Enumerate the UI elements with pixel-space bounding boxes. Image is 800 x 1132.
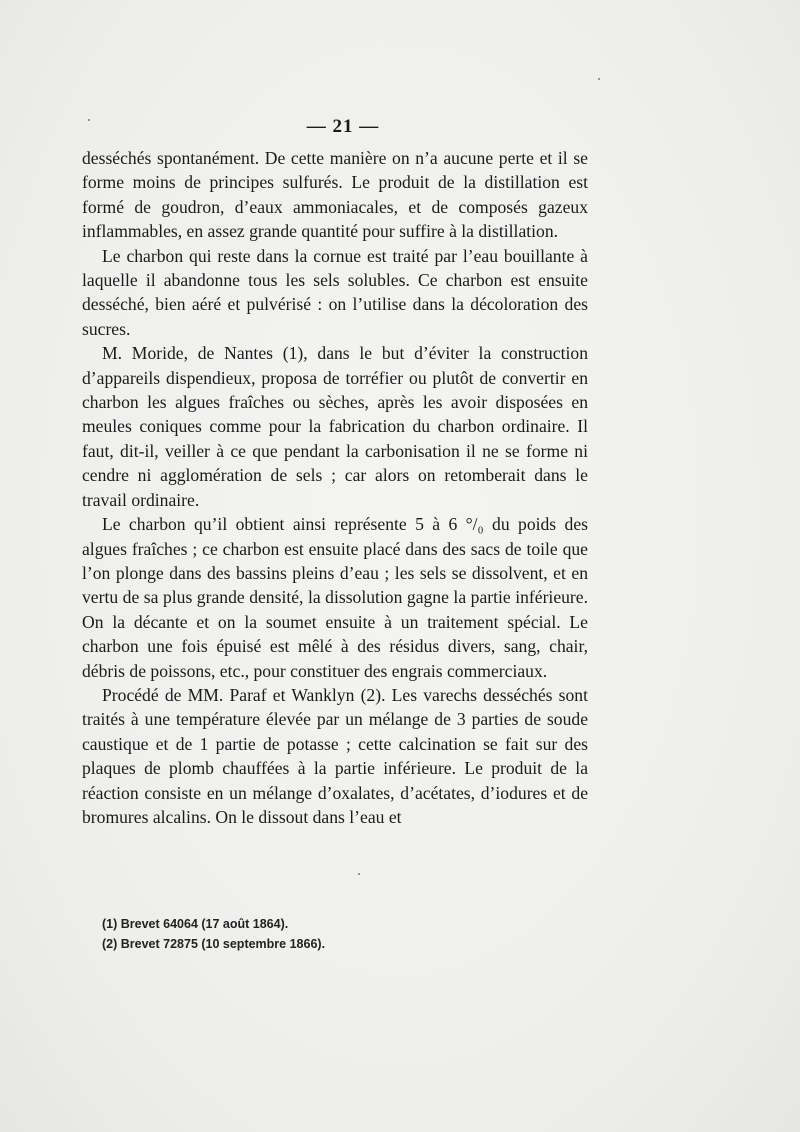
footnotes <box>102 914 582 954</box>
page-number: — 21 — <box>306 116 380 137</box>
paragraph-moride: M. Moride, de Nantes (1), dans le but d’éviter la construction d’appareils dispendieux, proposa de torréfier ou plutôt de convertir en charbon les algues fraîches ou sèches, après les avoir disposées en meules coniques comme pour la fabrication du charbon ordinaire. Il faut, dit-il, veiller à ce que pendant la carbonisation il ne se forme ni cendre ni agglomération de sels ; car alors on retomberait dans le travail ordinaire. <box>82 343 588 510</box>
paragraph-continuation: desséchés spontanément. De cette manière on n’a aucune perte et il se forme moins de principes sulfurés. Le produit de la distillation est formé de goudron, d’eaux ammoniacales, et de composés gazeux inflammables, en assez grande quantité pour suffire à la distillation. <box>82 148 588 242</box>
paragraph-paraf-wanklyn: Procédé de MM. Paraf et Wanklyn (2). Les varechs desséchés sont traités à une température élevée par un mélange de 3 parties de soude caustique et de 1 partie de potasse ; cette calcination se fait sur des plaques de plomb chauffées à la partie inférieure. Le produit de la réaction consiste en un mélange d’oxalates, d’acétates, d’iodures et de bromures alcalins. On le dissout dans l’eau et <box>82 684 588 827</box>
scan-speck <box>598 78 600 80</box>
footnote-2: (2) Brevet 72875 (10 septembre 1866). <box>102 937 326 951</box>
footnote-1: (1) Brevet 64064 (17 août 1864). <box>102 917 289 931</box>
body-text <box>82 146 588 829</box>
scan-speck <box>358 873 360 875</box>
paragraph-charbon-cornue: Le charbon qui reste dans la cornue est traité par l’eau bouillante à laquelle il abandonne tous les sels solubles. Ce charbon est ensuite desséché, bien aéré et pulvérisé : on l’utilise dans la décoloration des sucres. <box>82 245 588 339</box>
scan-speck <box>88 119 90 121</box>
paragraph-charbon-obtenu: Le charbon qu’il obtient ainsi représente 5 à 6 °/₀ du poids des algues fraîches ; ce charbon est ensuite placé dans des sacs de toile que l’on plonge dans des bassins pleins d’eau ; les sels se dissolvent, et en vertu de sa plus grande densité, la dissolution gagne la partie inférieure. On la décante et on la soumet ensuite à un traitement spécial. Le charbon une fois épuisé est mêlé à des résidus divers, sang, chair, débris de poissons, etc., pour constituer des engrais commerciaux. <box>82 514 588 681</box>
